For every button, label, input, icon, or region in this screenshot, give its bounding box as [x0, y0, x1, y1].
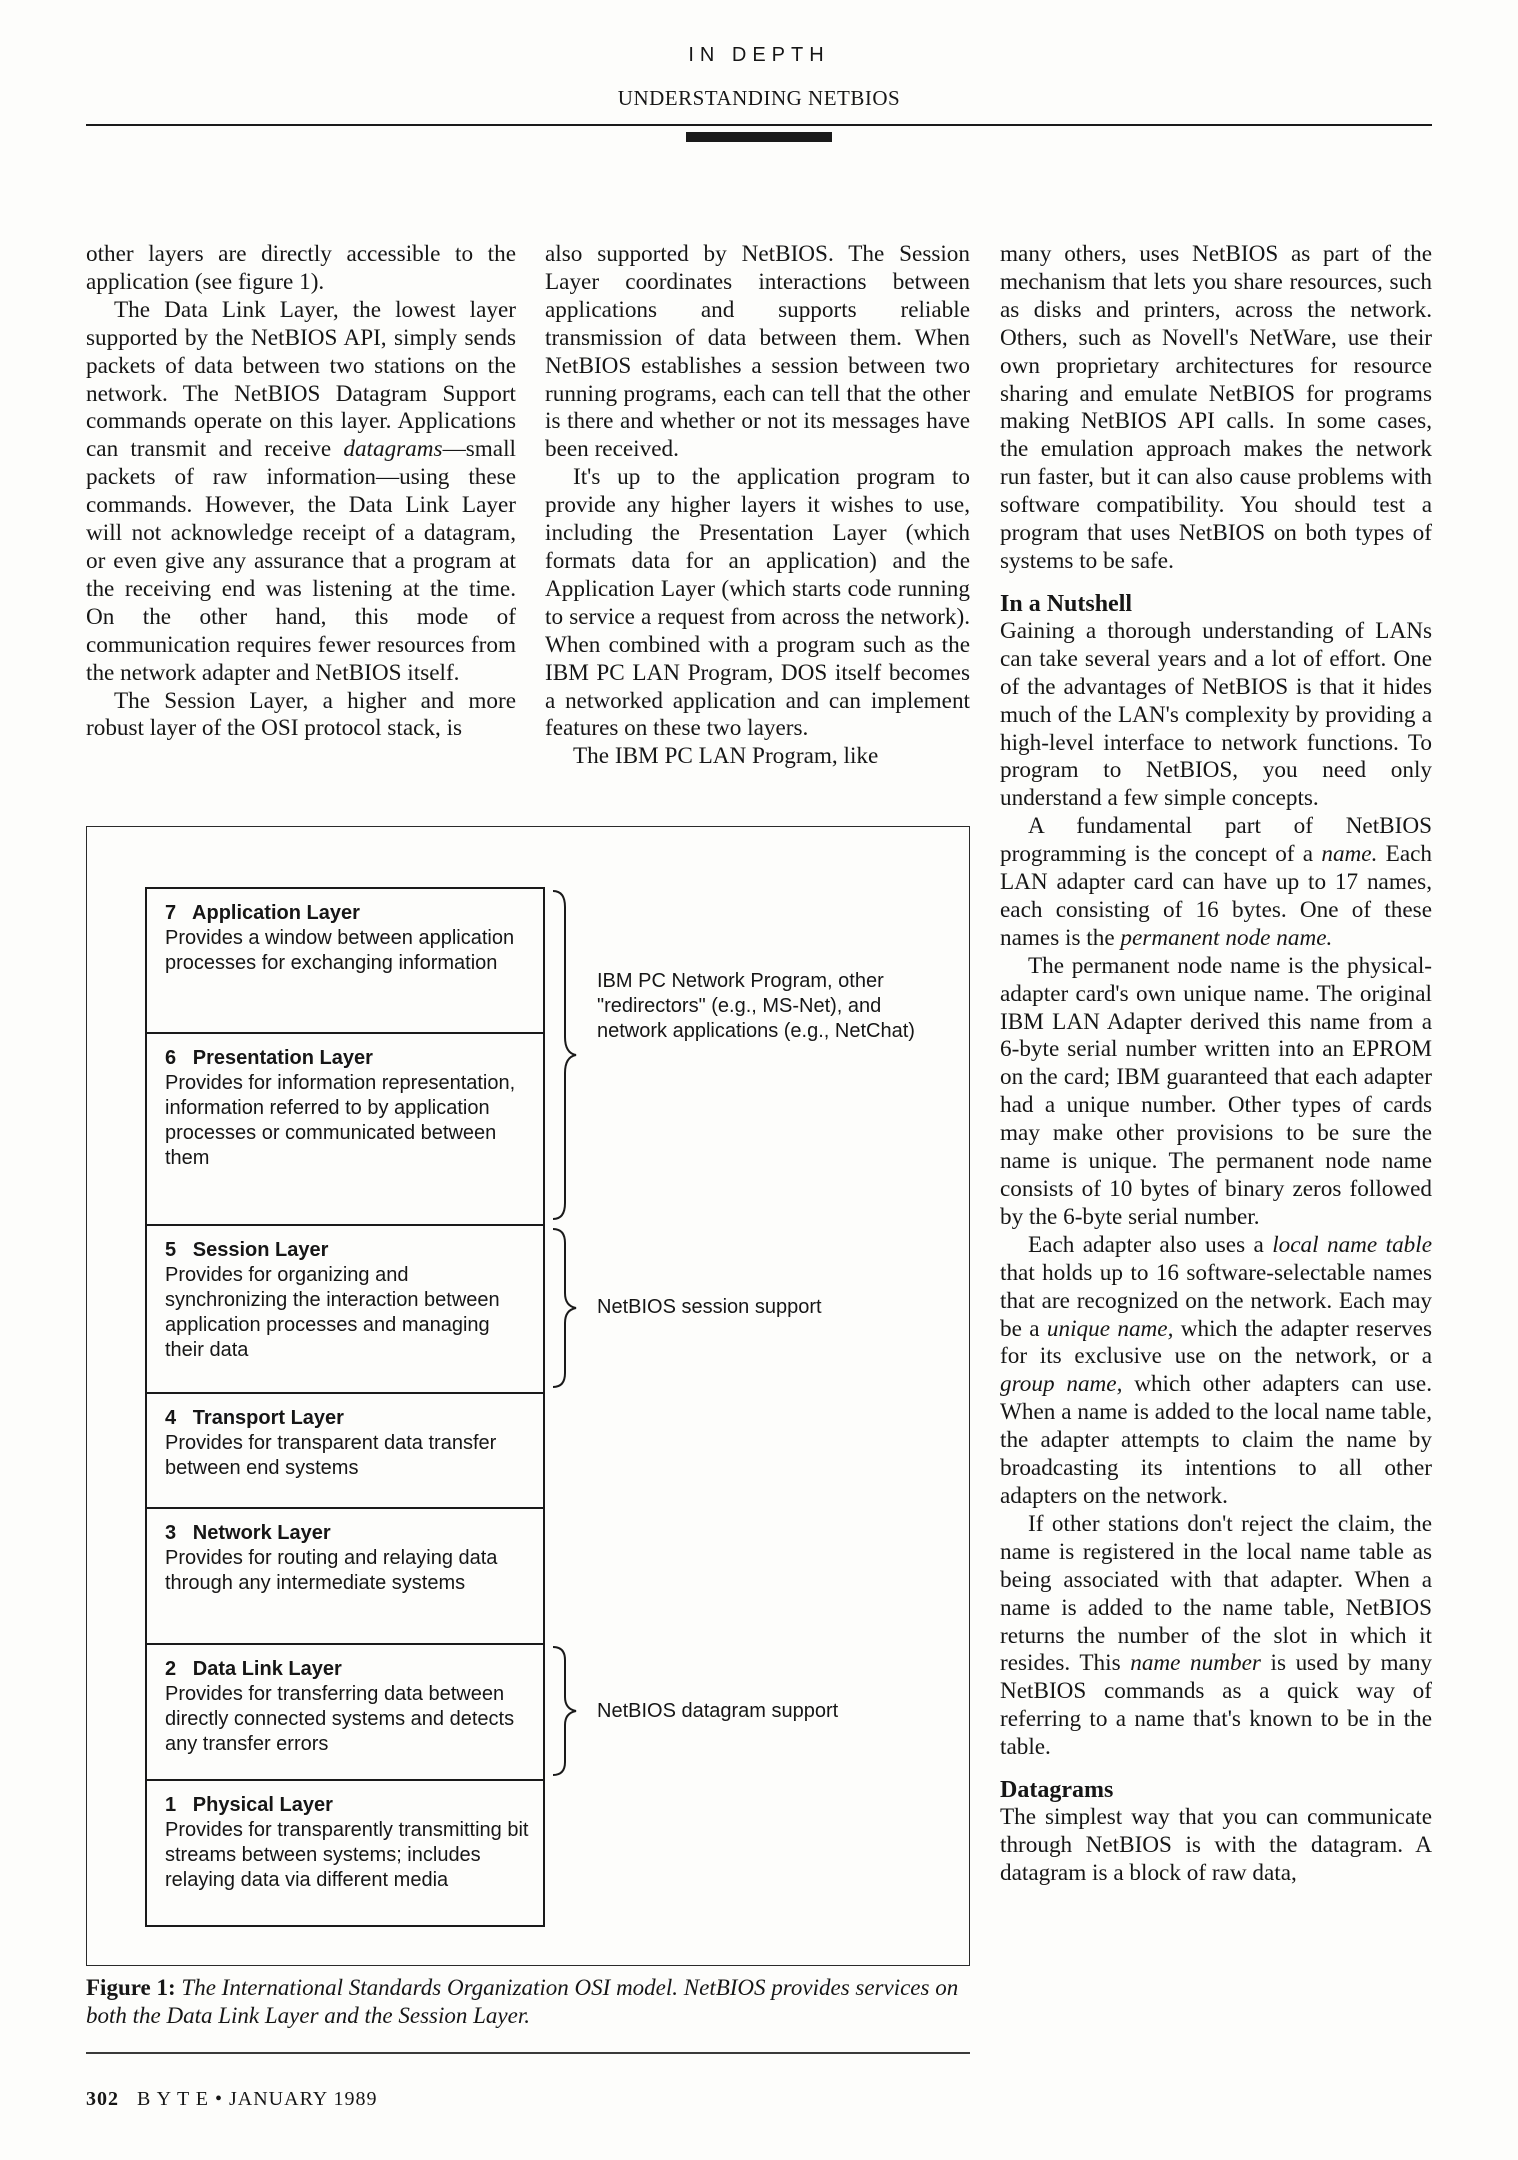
layer-description: Provides for transparently transmitting bit streams between systems; includes relaying data via different media	[165, 1819, 529, 1891]
text-run: It's up to the application program to provide any higher layers it wishes to use, including the Presentation Layer (which formats data for an application) and the Application Layer (which starts code running to service a request from across the network). When combined with a program such as the IBM PC LAN Program, DOS itself becomes a networked application and can implement features on these two layers.	[545, 464, 970, 742]
body-paragraph	[1000, 1511, 1432, 1762]
body-paragraph	[545, 241, 970, 464]
body-paragraph	[1000, 1232, 1432, 1511]
text-run: which other adapters can use. When a name is added to the local name table, the adapter attempts to claim the name by broadcasting its intentions to all other adapters on the network.	[1000, 1371, 1432, 1509]
body-paragraph	[545, 464, 970, 743]
text-run: is used by many NetBIOS commands as a quick way of referring to a name that's known to be in the table.	[1000, 1650, 1433, 1761]
text-run: —small packets of raw information—using these commands. However, the Data Link Layer will not acknowledge receipt of a datagram, or even give any assurance that a program at the receiving end was listening at the time. On the other hand, this mode of communication requires fewer resources from the network adapter and NetBIOS itself.	[86, 436, 516, 686]
italic-term: datagrams	[343, 436, 443, 463]
text-run: The IBM PC LAN Program, like	[573, 743, 879, 770]
layer-description: Provides for routing and relaying data through any intermediate systems	[165, 1547, 498, 1594]
text-run: The Session Layer, a higher and more robust layer of the OSI protocol stack, is	[86, 687, 516, 742]
publication-line: B Y T E • JANUARY 1989	[137, 2088, 378, 2110]
annotation-datalink: NetBIOS datagram support	[597, 1700, 839, 1722]
column-1	[86, 241, 516, 743]
layer-description: Provides for transparent data transfer between end systems	[165, 1432, 497, 1479]
italic-term: name.	[1321, 841, 1378, 868]
text-run: Each adapter also uses a	[1028, 1231, 1273, 1258]
header-rule	[86, 124, 1432, 126]
text-run: A fundamental part of NetBIOS programming is the concept of a	[1000, 813, 1432, 868]
text-run: If other stations don't reject the claim, the name is registered in the local name table as being associated with that adapter. When a name is added to the name table, NetBIOS returns the number of the slot in which it resides. This	[1000, 1510, 1432, 1677]
header-kicker: IN DEPTH	[688, 44, 830, 66]
layer-title: 4 Transport Layer	[165, 1407, 344, 1429]
text-run: many others, uses NetBIOS as part of the mechanism that lets you share resources, such as disks and printers, across the network. Others, such as Novell's NetWare, use their own proprietary architectures for resource sharing and emulate NetBIOS for programs making NetBIOS API calls. In some cases, the emulation approach makes the network run faster, but it can also cause problems with software compatibility. You should test a program that uses NetBIOS on both types of systems to be safe.	[1000, 241, 1432, 574]
text-run: The Data Link Layer, the lowest layer supported by the NetBIOS API, simply sends packets of data between two stations on the network. The NetBIOS Datagram Support commands operate on this layer. Applications can transmit and receive	[86, 296, 516, 463]
body-paragraph	[86, 297, 516, 688]
layer-3-box	[145, 1507, 545, 1643]
italic-term: name number	[1130, 1650, 1261, 1677]
brace-datalink	[549, 1645, 579, 1777]
text-run: that holds up to 16 software-selectable names that are recognized on the network. Each may be a	[1000, 1259, 1432, 1342]
body-paragraph	[545, 743, 970, 771]
italic-term: group name,	[1000, 1371, 1123, 1398]
body-paragraph	[86, 241, 516, 297]
body-paragraph	[1000, 618, 1432, 813]
text-run: Each LAN adapter card can have up to 17 names, each consisting of 16 bytes. One of these names is the	[1000, 841, 1433, 951]
page-number: 302	[86, 2088, 119, 2110]
layer-description: Provides for organizing and synchronizing the interaction between application processes and managing their data	[165, 1264, 500, 1361]
layer-title: 6 Presentation Layer	[165, 1047, 373, 1069]
text-run: other layers are directly accessible to the application (see figure 1).	[86, 241, 516, 295]
text-run: Gaining a thorough understanding of LANs can take several years and a lot of effort. One of the advantages of NetBIOS is that it hides much of the LAN's complexity by providing a high-level interface to network functions. To program to NetBIOS, you need only understand a few simple concepts.	[1000, 617, 1432, 812]
italic-term: local name table	[1272, 1231, 1432, 1258]
layer-title: 3 Network Layer	[165, 1522, 331, 1544]
figure-osi-model	[86, 826, 970, 1966]
brace-upper-layers	[549, 889, 579, 1222]
layer-description: Provides for transferring data between directly connected systems and detects any transfer errors	[165, 1683, 515, 1755]
italic-term: permanent node name.	[1120, 924, 1333, 951]
layer-5-box	[145, 1224, 545, 1392]
body-paragraph	[1000, 1804, 1432, 1888]
italic-term: unique name,	[1046, 1315, 1174, 1342]
layer-6-box	[145, 1032, 545, 1224]
body-paragraph	[86, 688, 516, 744]
layer-title: 5 Session Layer	[165, 1239, 329, 1261]
page-footer	[86, 2088, 378, 2111]
layer-2-box	[145, 1643, 545, 1779]
annotation-session: NetBIOS session support	[597, 1296, 822, 1318]
layer-1-box	[145, 1779, 545, 1927]
figure-caption	[86, 1974, 970, 2030]
body-paragraph	[1000, 241, 1432, 576]
header-rule-bar	[686, 132, 832, 142]
caption-text: The International Standards Organization OSI model. NetBIOS provides services on both the Data Link Layer and the Session Layer.	[86, 1975, 959, 2028]
annotation-upper: IBM PC Network Program, other "redirectors" (e.g., MS-Net), and network applications (e.g., NetChat)	[597, 970, 915, 1042]
layer-description: Provides a window between application processes for exchanging information	[165, 927, 515, 974]
column-3	[1000, 241, 1432, 1888]
column-2	[545, 241, 970, 771]
brace-session	[549, 1227, 579, 1389]
body-paragraph	[1000, 813, 1432, 953]
text-run: also supported by NetBIOS. The Session Layer coordinates interactions between applications and supports reliable transmission of data between them. When NetBIOS establishes a session between two running programs, each can tell that the other is there and whether or not its messages have been received.	[545, 241, 970, 463]
caption-label: Figure 1:	[86, 1975, 176, 2000]
body-paragraph	[1000, 953, 1432, 1232]
layer-7-box	[145, 887, 545, 1032]
text-run: The simplest way that you can communicate through NetBIOS is with the datagram. A datagram is a block of raw data,	[1000, 1804, 1432, 1886]
layer-4-box	[145, 1392, 545, 1507]
section-heading: Datagrams	[1000, 1777, 1114, 1804]
text-run: which the adapter reserves for its exclusive use on the network, or a	[1000, 1315, 1432, 1370]
layer-title: 7 Application Layer	[165, 902, 360, 924]
layer-description: Provides for information representation, information referred to by application processes or communicated between them	[165, 1072, 516, 1169]
layer-title: 2 Data Link Layer	[165, 1658, 342, 1680]
layer-title: 1 Physical Layer	[165, 1794, 333, 1816]
section-heading: In a Nutshell	[1000, 590, 1133, 617]
caption-rule	[86, 2052, 970, 2054]
text-run: The permanent node name is the physical-adapter card's own unique name. The original IBM LAN Adapter derived this name from a 6-byte serial number written into an EPROM on the card; IBM guaranteed that each adapter had a unique number. Other types of cards may make other provisions to be sure the name is unique. The permanent node name consists of 10 bytes of binary zeros followed by the 6-byte serial number.	[1000, 952, 1432, 1230]
header-title: UNDERSTANDING NETBIOS	[617, 86, 901, 110]
